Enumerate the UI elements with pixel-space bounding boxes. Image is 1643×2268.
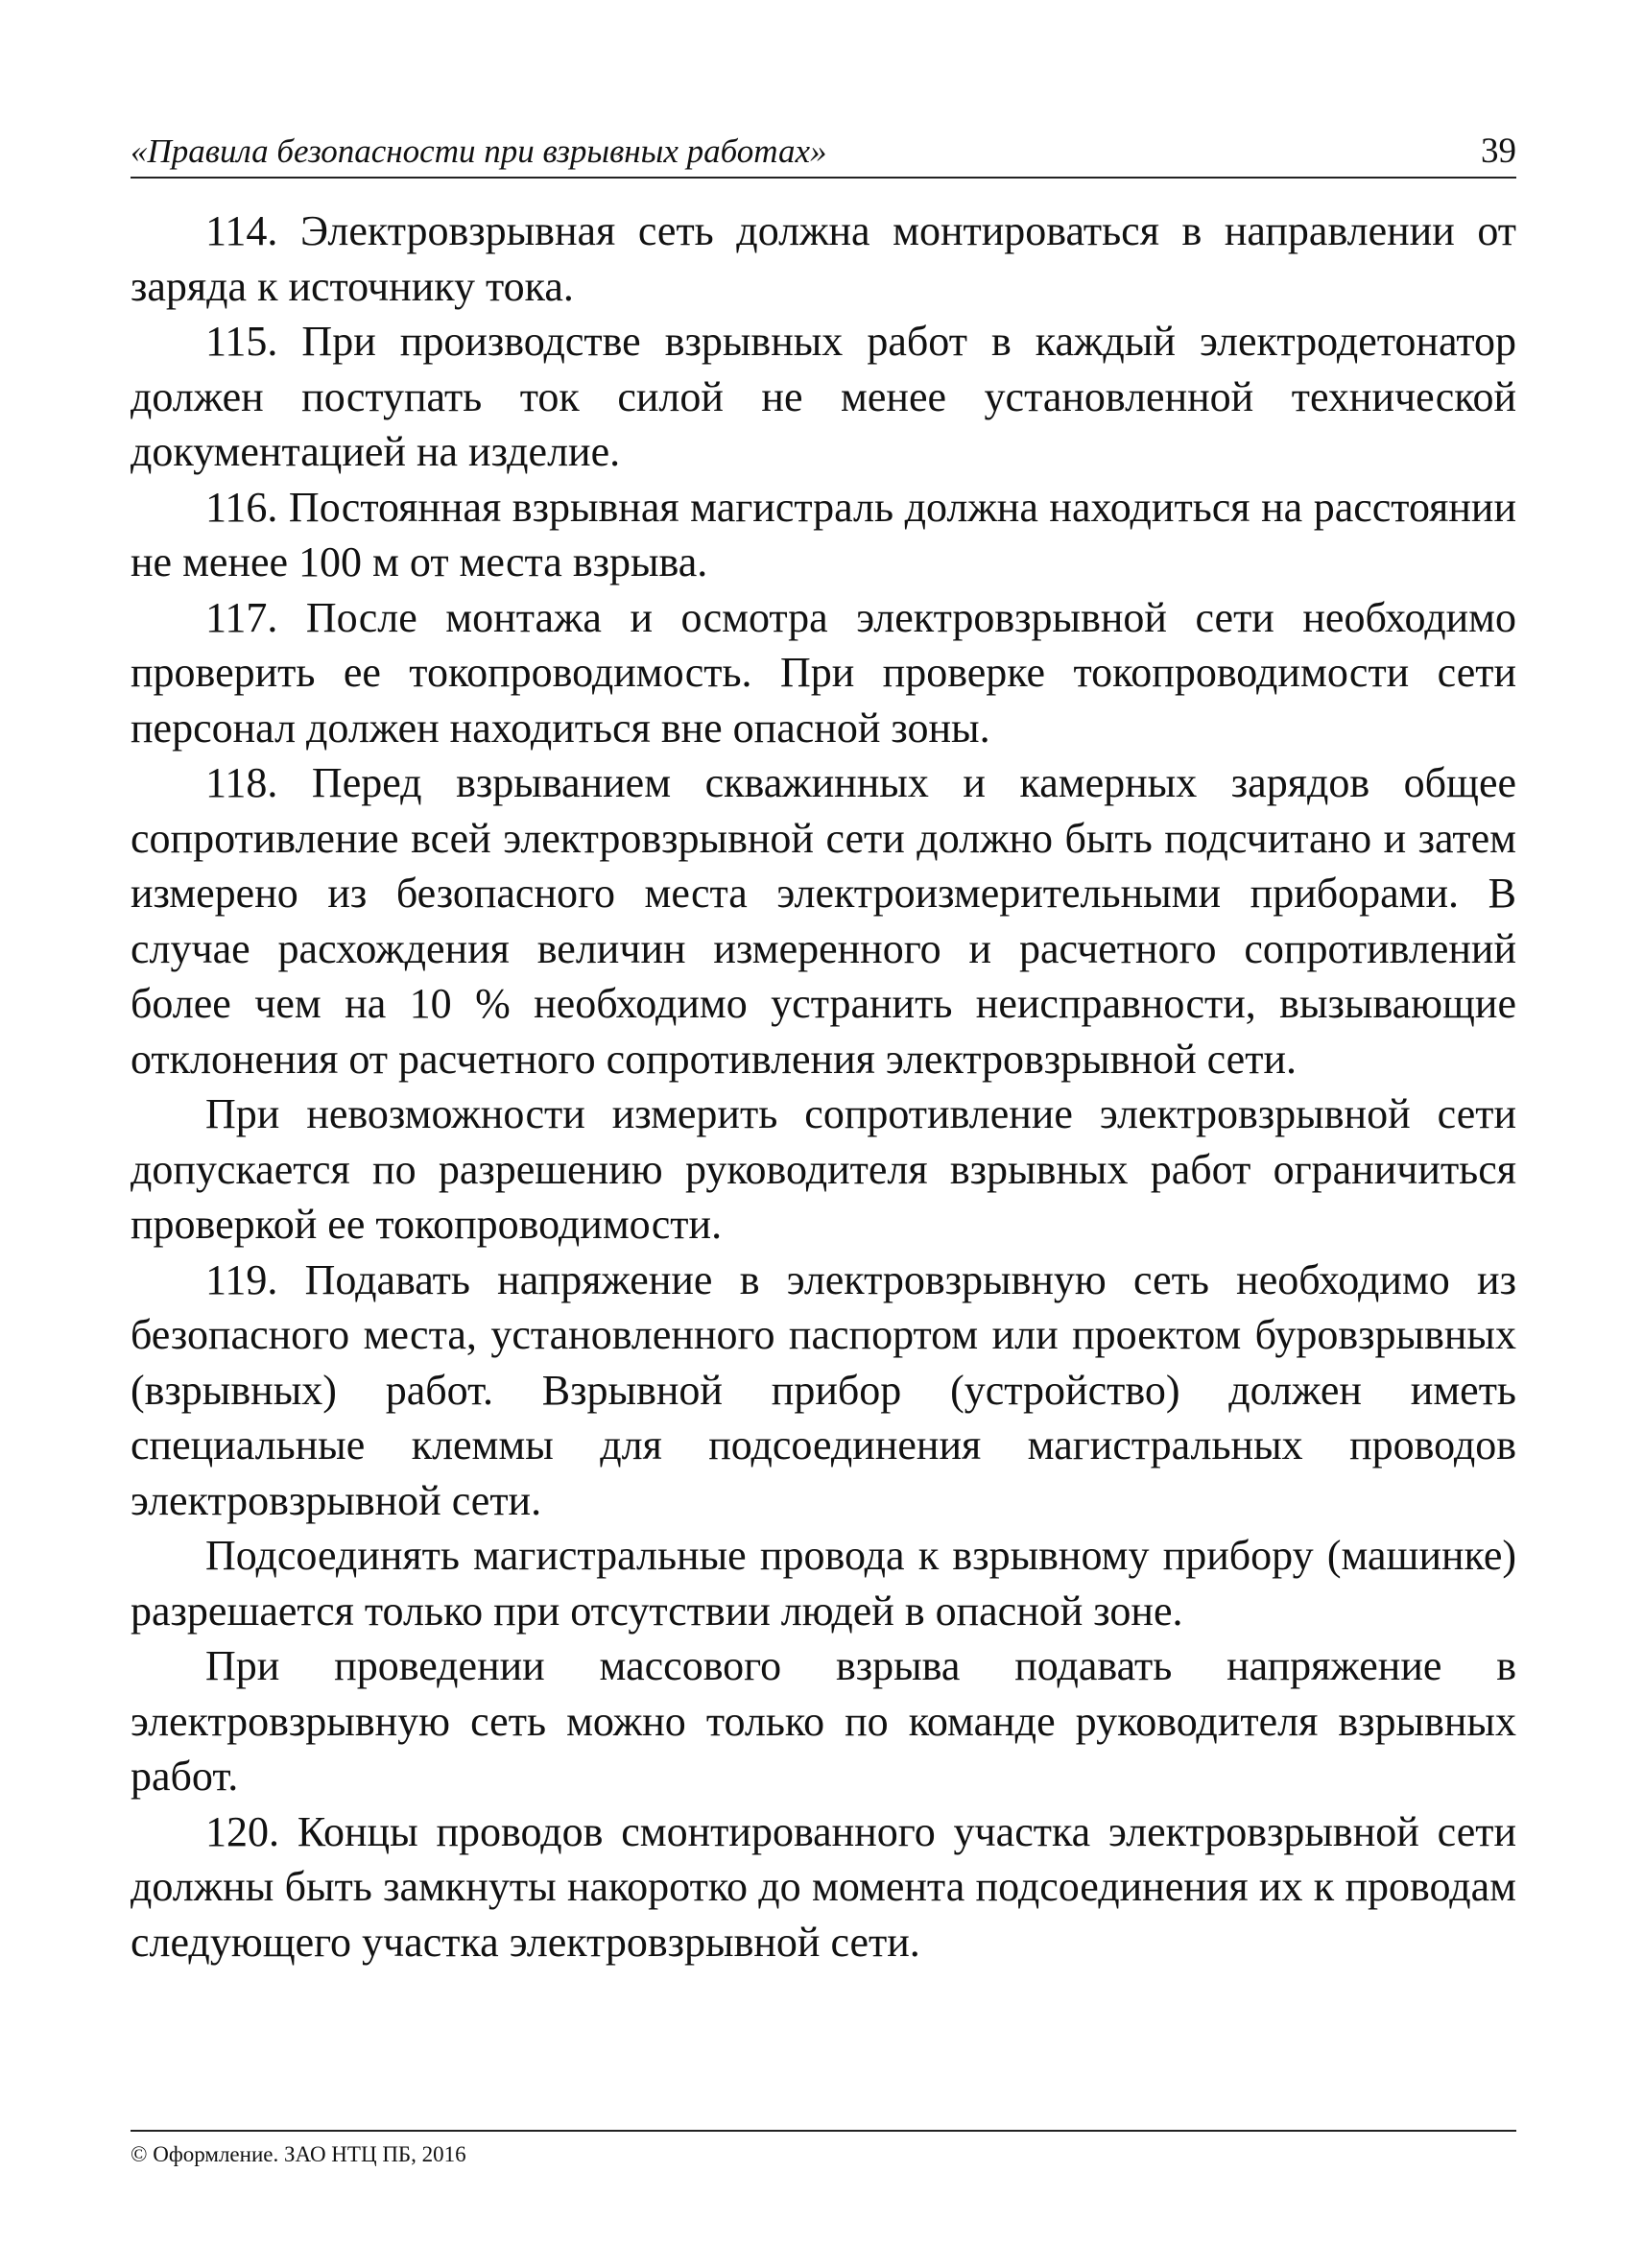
footer-copyright: © Оформление. ЗАО НТЦ ПБ, 2016	[131, 2142, 466, 2166]
paragraph-115: 115. При производстве взрывных работ в каждый электродетонатор должен поступать ток силой не менее установленной технической документацией на изделие.	[131, 318, 1516, 475]
header-rule	[131, 177, 1516, 179]
page-number: 39	[1481, 131, 1516, 171]
paragraph-118: 118. Перед взрыванием скважинных и камерных зарядов общее сопротивление всей электровзрывной сети должно быть подсчитано и затем измерено из безопасного места электроизмерительными приборами. В случае расхождения величин измеренного и расчетного сопротивлений более чем на 10 % необходимо устранить неисправности, вызывающие отклонения от расчетного сопротивления электровзрывной сети.	[131, 759, 1516, 1083]
running-header	[131, 127, 1516, 177]
body-text	[131, 203, 1516, 1970]
running-header-title: «Правила безопасности при взрывных работах»	[131, 132, 827, 170]
paragraph-119-mass-blast: При проведении массового взрыва подавать напряжение в электровзрывную сеть можно только по команде руководителя взрывных работ.	[131, 1642, 1516, 1800]
paragraph-119-connection: Подсоединять магистральные провода к взрывному прибору (машинке) разрешается только при отсутствии людей в опасной зоне.	[131, 1532, 1516, 1635]
paragraph-116: 116. Постоянная взрывная магистраль должна находиться на расстоянии не менее 100 м от места взрыва.	[131, 483, 1516, 585]
paragraph-117: 117. После монтажа и осмотра электровзрывной сети необходимо проверить ее токопроводимость. При проверке токопроводимости сети персонал должен находиться вне опасной зоны.	[131, 593, 1516, 752]
paragraph-118-note: При невозможности измерить сопротивление электровзрывной сети допускается по разрешению руководителя взрывных работ ограничиться проверкой ее токопроводимости.	[131, 1090, 1516, 1248]
paragraph-119: 119. Подавать напряжение в электровзрывную сеть необходимо из безопасного места, установленного паспортом или проектом буровзрывных (взрывных) работ. Взрывной прибор (устройство) должен иметь специальные клеммы для подсоединения магистральных проводов электровзрывной сети.	[131, 1255, 1516, 1524]
footer-rule	[131, 2130, 1516, 2132]
paragraph-114: 114. Электровзрывная сеть должна монтироваться в направлении от заряда к источнику тока.	[131, 207, 1516, 310]
paragraph-120: 120. Концы проводов смонтированного участка электровзрывной сети должны быть замкнуты накоротко до момента подсоединения их к проводам следующего участка электровзрывной сети.	[131, 1807, 1516, 1966]
